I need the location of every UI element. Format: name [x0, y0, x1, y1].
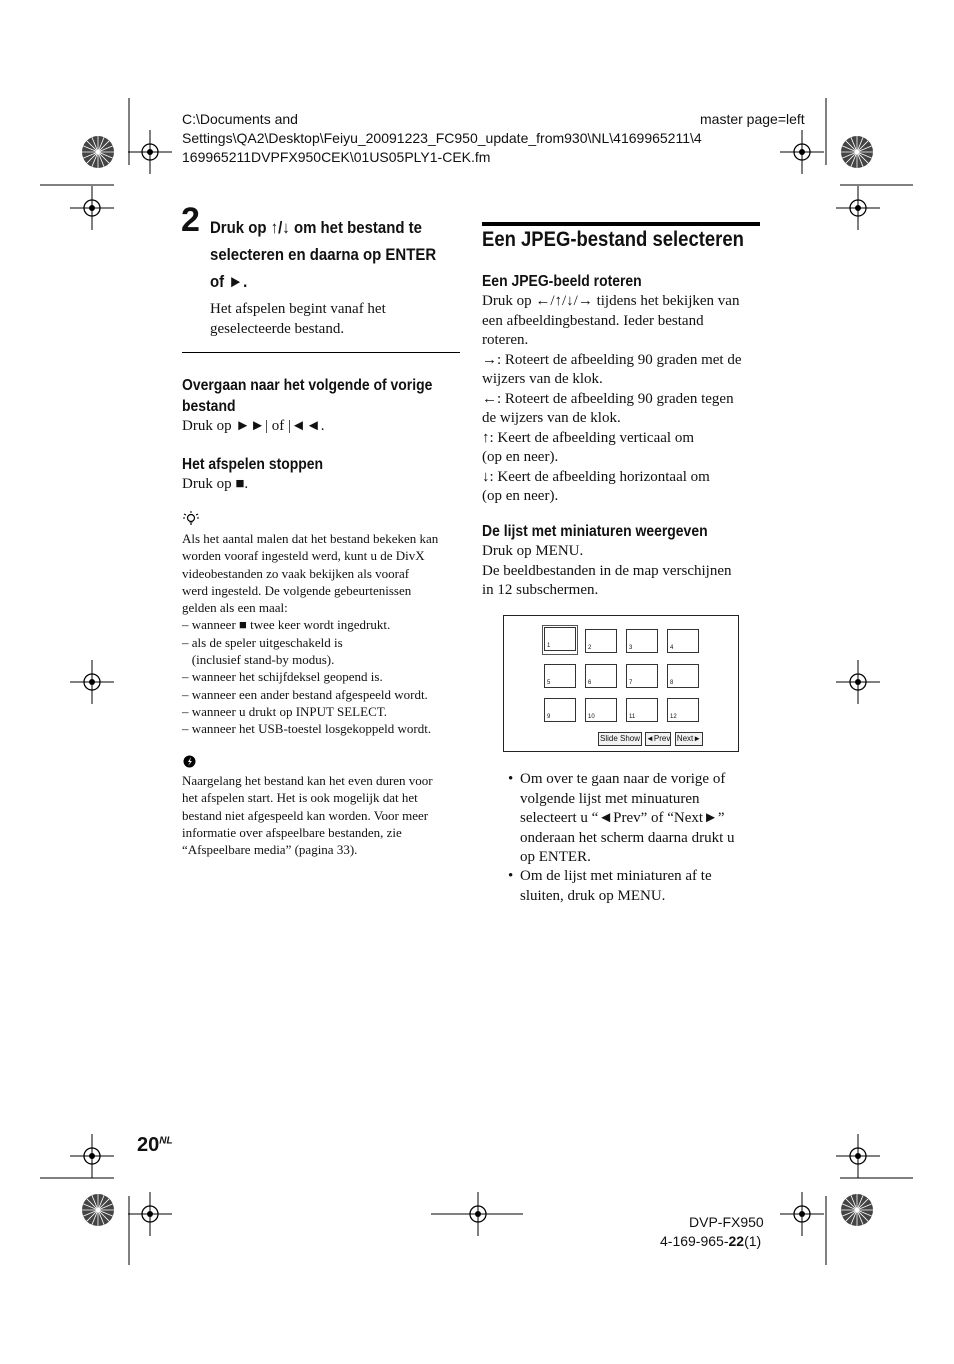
- thumbnail-number: 6: [588, 680, 592, 686]
- thumbnail-11: [626, 698, 658, 722]
- bullet-item-1: [520, 770, 770, 868]
- rotate-heading: Een JPEG-beeld roteren: [482, 273, 642, 290]
- bullet-line: onderaan het scherm daarna drukt u: [520, 829, 735, 846]
- thumbnail-1: [544, 627, 576, 651]
- tip-line: gelden als een maal:: [182, 600, 288, 616]
- bullet-line: op ENTER.: [520, 849, 591, 865]
- part-code-suffix: (1): [744, 1233, 762, 1249]
- part-code: [660, 1233, 761, 1249]
- rotate-line: wijzers van de klok.: [482, 371, 603, 387]
- note-text: [182, 772, 462, 858]
- note-line: bestand niet afgespeeld kan worden. Voor meer: [182, 807, 429, 823]
- tip-line: – wanneer het schijfdeksel geopend is.: [182, 669, 383, 685]
- bullet-item-2: [520, 867, 770, 906]
- rotate-line: ↓: Keert de afbeelding horizontaal om: [482, 468, 710, 485]
- step-title-line: selecteren en daarna op ENTER: [210, 245, 437, 264]
- step-description-line: geselecteerde bestand.: [210, 320, 345, 337]
- rotate-line: →: Roteert de afbeelding 90 graden met de: [482, 351, 742, 368]
- rotate-text: [482, 292, 764, 507]
- thumbnail-number: 7: [629, 680, 633, 686]
- step-title: [210, 214, 467, 295]
- file-path-line-3: 169965211DVPFX950CEK\01US05PLY1-CEK.fm: [182, 149, 491, 165]
- thumbnail-6: [585, 664, 617, 688]
- section-rule: [482, 222, 760, 226]
- thumbnails-line: Druk op MENU.: [482, 543, 584, 559]
- file-path-line-1: C:\Documents and: [182, 111, 298, 127]
- divider: [182, 352, 460, 353]
- next-prev-heading-line: bestand: [182, 398, 236, 415]
- tip-line: werd ingesteld. De volgende gebeurtenissen: [182, 582, 412, 598]
- next-prev-heading-line: Overgaan naar het volgende of vorige: [182, 377, 433, 394]
- note-line: informatie over afspeelbare bestanden, zie: [182, 824, 402, 840]
- thumbnail-number: 10: [588, 714, 595, 720]
- rotate-line: ←: Roteert de afbeelding 90 graden tegen: [482, 390, 734, 407]
- bullet-marker: •: [508, 868, 514, 884]
- note-icon: [183, 755, 196, 768]
- bullet-line: Om over te gaan naar de vorige of: [520, 771, 726, 787]
- tip-line: – wanneer een ander bestand afgespeeld wordt.: [182, 686, 428, 702]
- thumbnail-5: [544, 664, 576, 688]
- thumbnail-8: [667, 664, 699, 688]
- note-line: Naargelang het bestand kan het even duren voor: [182, 773, 433, 788]
- stop-text: Druk op ■.: [182, 476, 249, 492]
- section-title: Een JPEG-bestand selecteren: [482, 228, 744, 251]
- tip-text: [182, 530, 462, 738]
- thumbnail-number: 12: [670, 714, 677, 720]
- slide-show-button: Slide Show: [598, 732, 642, 746]
- thumbnail-number: 9: [547, 714, 551, 720]
- rotate-line: een afbeeldingbestand. Ieder bestand: [482, 312, 704, 329]
- tip-line: (inclusief stand-by modus).: [182, 652, 335, 668]
- thumbnail-10: [585, 698, 617, 722]
- thumbnail-4: [667, 629, 699, 653]
- master-page-label: master page=left: [700, 111, 805, 127]
- tip-line: – wanneer u drukt op INPUT SELECT.: [182, 703, 387, 719]
- stop-heading: Het afspelen stoppen: [182, 456, 324, 473]
- lightbulb-icon: [183, 511, 199, 527]
- bullet-line: volgende lijst met minuaturen: [520, 790, 700, 807]
- thumbnail-number: 1: [547, 643, 551, 649]
- rotate-line: ↑: Keert de afbeelding verticaal om: [482, 429, 694, 446]
- step-title-line: Druk op ↑/↓ om het bestand te: [210, 218, 422, 237]
- part-code-bold: 22: [728, 1233, 745, 1249]
- step-description-line: Het afspelen begint vanaf het: [210, 301, 386, 317]
- rotate-line: (op en neer).: [482, 449, 559, 465]
- thumbnail-2: [585, 629, 617, 653]
- thumbnails-heading: De lijst met miniaturen weergeven: [482, 523, 708, 540]
- thumbnails-text: [482, 542, 764, 601]
- tip-line: – wanneer het USB-toestel losgekoppeld wordt.: [182, 721, 432, 737]
- note-line: het afspelen start. Het is ook mogelijk dat het: [182, 790, 418, 806]
- page-number: [137, 1134, 173, 1157]
- tip-line: worden vooraf ingesteld werd, kunt u de DivX: [182, 548, 425, 564]
- thumbnail-7: [626, 664, 658, 688]
- next-button: Next►: [675, 732, 703, 746]
- rotate-line: de wijzers van de klok.: [482, 410, 621, 426]
- thumbnail-screen: [503, 615, 739, 752]
- part-code-prefix: 4-169-965-: [660, 1233, 729, 1249]
- note-line: “Afspeelbare media” (pagina 33).: [182, 842, 358, 858]
- thumbnail-12: [667, 698, 699, 722]
- next-prev-heading: [182, 375, 460, 417]
- thumbnail-number: 2: [588, 645, 592, 651]
- step-description: [210, 300, 386, 339]
- bullet-marker: •: [508, 771, 514, 787]
- thumbnail-number: 5: [547, 680, 551, 686]
- rotate-line: (op en neer).: [482, 488, 559, 504]
- bullet-line: selecteert u “◄Prev” of “Next►”: [520, 810, 725, 826]
- step-number: 2: [181, 201, 200, 239]
- page-language: NL: [159, 1135, 173, 1147]
- thumbnails-line: in 12 subschermen.: [482, 582, 599, 598]
- rotate-line: Druk op ←/↑/↓/→ tijdens het bekijken van: [482, 293, 740, 309]
- model-name: DVP-FX950: [689, 1214, 764, 1230]
- bullet-line: Om de lijst met miniaturen af te: [520, 868, 712, 884]
- thumbnail-number: 11: [629, 714, 636, 720]
- thumbnail-3: [626, 629, 658, 653]
- next-prev-text: Druk op ►►| of |◄◄.: [182, 418, 325, 434]
- thumbnails-line: De beeldbestanden in de map verschijnen: [482, 562, 732, 579]
- thumbnail-number: 3: [629, 645, 633, 651]
- prev-button: ◄Prev: [645, 732, 671, 746]
- file-path-line-2: Settings\QA2\Desktop\Feiyu_20091223_FC950_update_from930\NL\4169965211\4: [182, 130, 702, 146]
- bullet-line: sluiten, druk op MENU.: [520, 887, 666, 904]
- rotate-line: roteren.: [482, 332, 529, 348]
- tip-line: Als het aantal malen dat het bestand bekeken kan: [182, 531, 439, 546]
- tip-line: – wanneer ■ twee keer wordt ingedrukt.: [182, 617, 391, 633]
- thumbnail-number: 8: [670, 680, 674, 686]
- tip-line: videobestanden zo vaak bekijken als vooraf: [182, 565, 410, 581]
- thumbnail-number: 4: [670, 645, 674, 651]
- tip-line: – als de speler uitgeschakeld is: [182, 634, 343, 650]
- step-title-line: of ►.: [210, 272, 248, 291]
- page-number-value: 20: [137, 1134, 160, 1156]
- thumbnail-9: [544, 698, 576, 722]
